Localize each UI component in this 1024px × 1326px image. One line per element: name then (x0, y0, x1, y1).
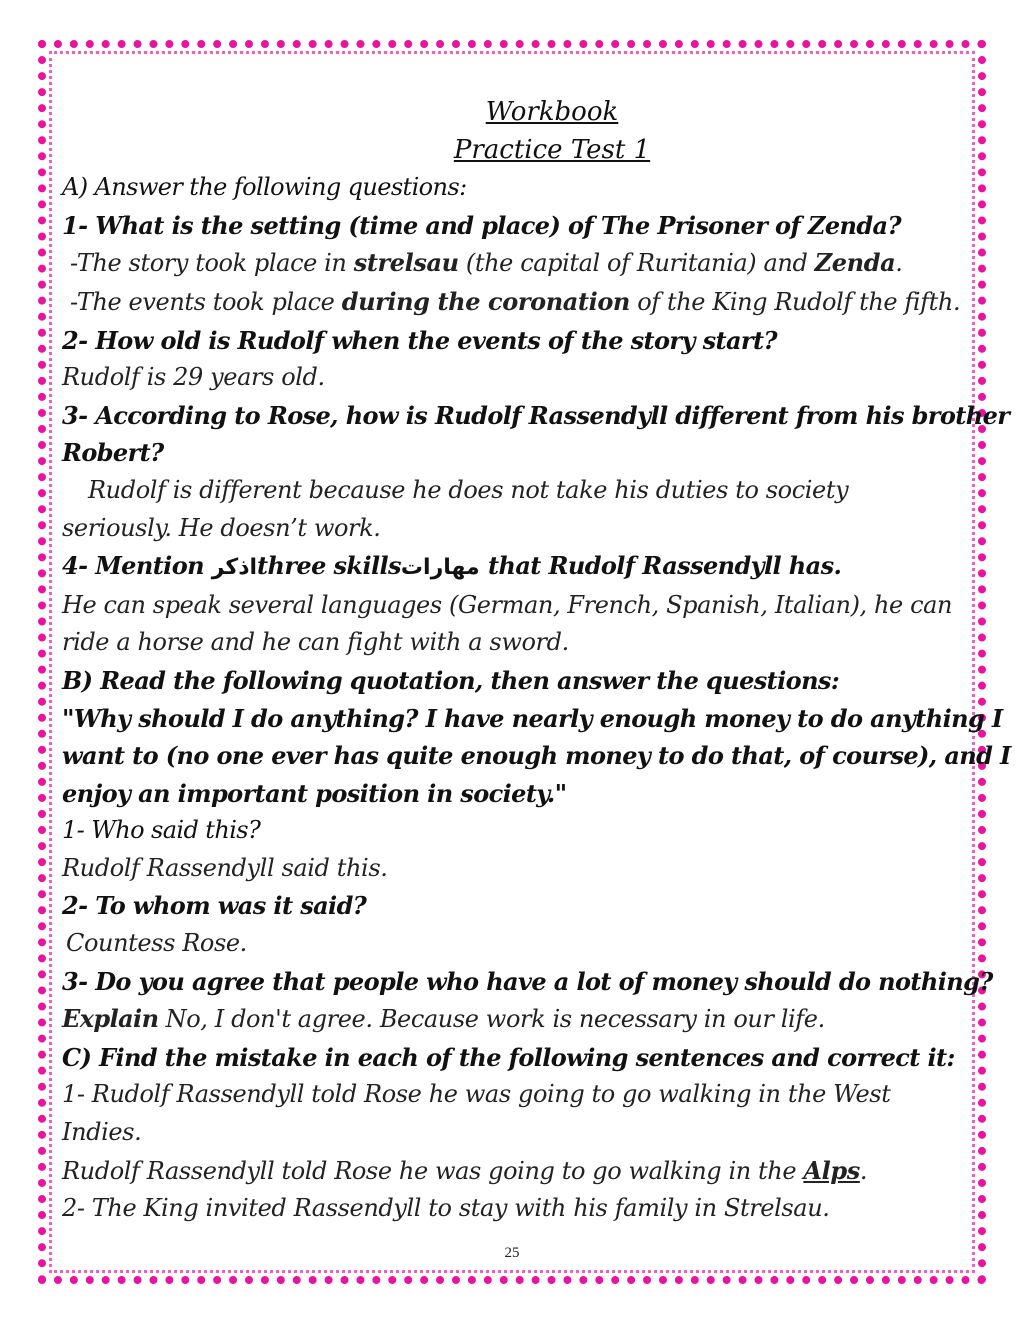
a-answer-2: Rudolf is 29 years old. (62, 363, 325, 392)
a-answer-1-line-1: -The story took place in strelsau (the capital of Ruritania) and Zenda. (70, 248, 903, 278)
a-answer-3-line-1: Rudolf is different because he does not take his duties to society (88, 475, 849, 504)
c-sentence-2: 2- The King invited Rassendyll to stay with his family in Strelsau. (62, 1194, 830, 1223)
a-answer-4-line-1: He can speak several languages (German, French, Spanish, Italian), he can (62, 590, 953, 619)
c-sentence-1-line-1: 1- Rudolf Rassendyll told Rose he was going to go walking in the West (62, 1080, 891, 1109)
workbook-title: Workbook (485, 97, 619, 127)
a-answer-3-line-2: seriously. He doesn’t work. (62, 513, 381, 542)
a-question-4: 4- Mention اذكرthree skillsمهارات that Rudolf Rassendyll has. (62, 551, 842, 581)
quotation-line-3: enjoy an important position in society." (62, 778, 567, 808)
quotation-line-2: want to (no one ever has quite enough money to do that, of course), and I (62, 741, 1011, 771)
worksheet-content (62, 94, 1011, 1228)
b-question-2: 2- To whom was it said? (62, 891, 367, 921)
section-a-heading: A) Answer the following questions: (62, 173, 467, 202)
b-question-3: 3- Do you agree that people who have a lot of money should do nothing? (62, 966, 993, 996)
c-correction-1: Rudolf Rassendyll told Rose he was going to go walking in the Alps. (62, 1155, 868, 1185)
a-answer-4-line-2: ride a horse and he can fight with a sword. (62, 628, 569, 657)
quotation-line-1: "Why should I do anything? I have nearly enough money to do anything I (62, 703, 1003, 733)
b-answer-3: Explain No, I don't agree. Because work is necessary in our life. (62, 1004, 825, 1034)
a-question-3-line-2: Robert? (62, 438, 164, 468)
a-answer-1-line-2: -The events took place during the coronation of the King Rudolf the fifth. (70, 286, 961, 316)
b-answer-2: Countess Rose. (66, 929, 247, 958)
section-b-heading: B) Read the following quotation, then answer the questions: (62, 665, 840, 695)
practice-test-title: Practice Test 1 (453, 134, 651, 165)
b-question-1: 1- Who said this? (62, 816, 261, 845)
page-number: 25 (504, 1245, 520, 1261)
a-question-1: 1- What is the setting (time and place) of The Prisoner of Zenda? (62, 210, 901, 240)
section-c-heading: C) Find the mistake in each of the following sentences and correct it: (62, 1042, 955, 1072)
a-question-3-line-1: 3- According to Rose, how is Rudolf Rassendyll different from his brother (62, 400, 1010, 430)
a-question-2: 2- How old is Rudolf when the events of the story start? (62, 325, 777, 355)
b-answer-1: Rudolf Rassendyll said this. (62, 853, 388, 882)
c-sentence-1-line-2: Indies. (62, 1118, 142, 1147)
